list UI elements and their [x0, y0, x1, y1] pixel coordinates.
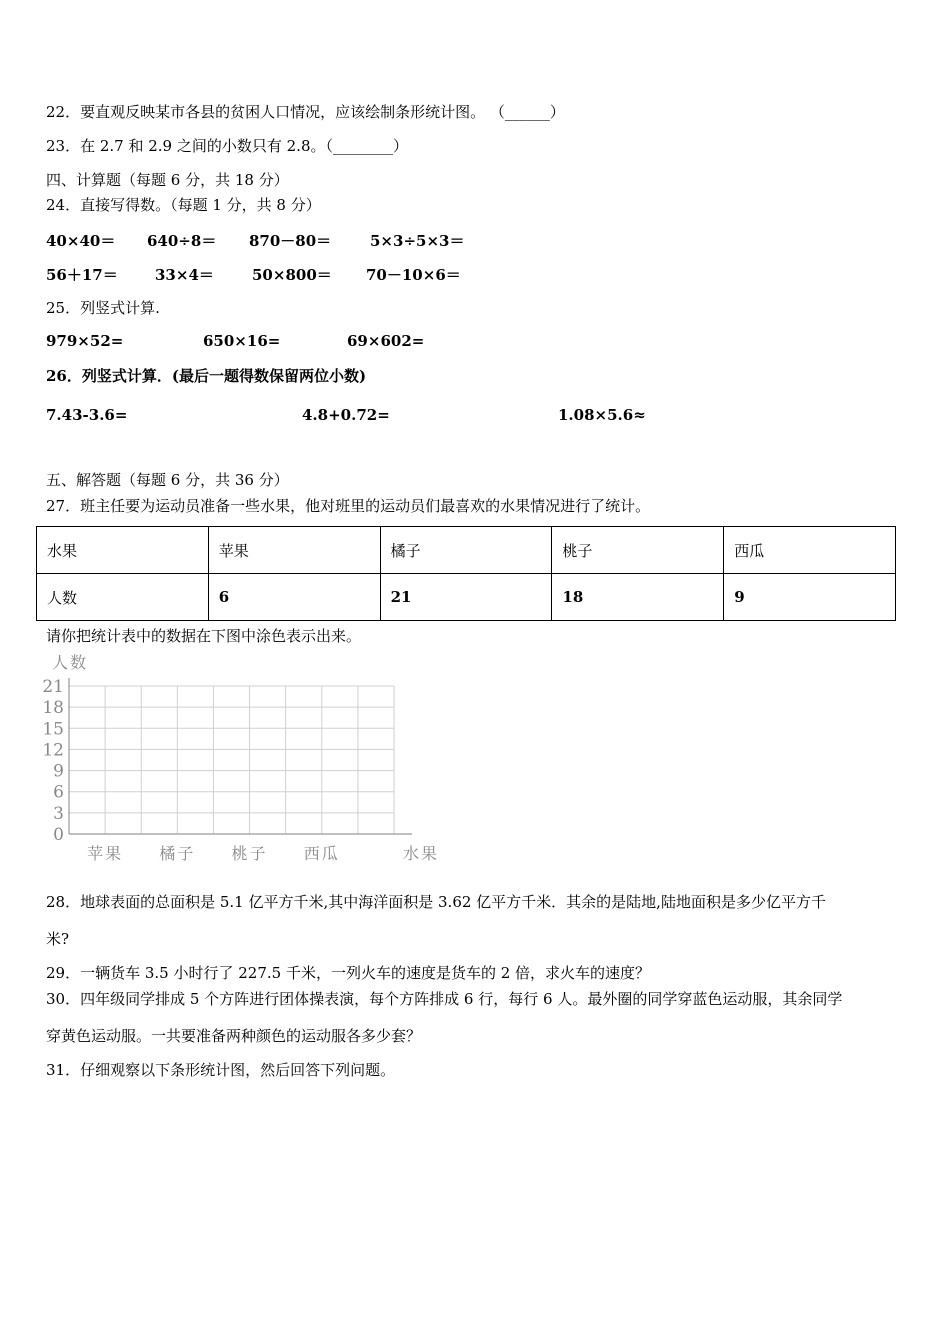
question-28-line2: 米? [46, 930, 70, 948]
question-24: 24．直接写得数。（每题 1 分，共 8 分） [46, 196, 321, 214]
question-30-line1: 30．四年级同学排成 5 个方阵进行团体操表演，每个方阵排成 6 行，每行 6 人。最外圈的同学穿蓝色运动服，其余同学 [46, 990, 843, 1008]
q24-item: 640÷8＝ [147, 232, 217, 250]
q25-item: 69×602= [347, 332, 425, 350]
question-26: 26．列竖式计算．(最后一题得数保留两位小数) [46, 367, 367, 385]
q26-item: 4.8+0.72= [302, 406, 390, 424]
question-30-line2: 穿黄色运动服。一共要准备两种颜色的运动服各多少套？ [46, 1027, 422, 1045]
table-cell: 21 [380, 574, 552, 621]
bar-chart-grid [36, 650, 456, 872]
question-25: 25．列竖式计算. [46, 299, 160, 317]
y-tick-label: 0 [53, 825, 64, 845]
y-tick-label: 21 [42, 677, 64, 697]
section-4-title: 四、计算题（每题 6 分，共 18 分） [46, 171, 289, 189]
table-row [37, 574, 896, 621]
x-tick-label: 橘子 [159, 844, 196, 863]
q24-item: 40×40＝ [46, 232, 116, 250]
q24-item: 33×4＝ [155, 266, 214, 284]
q24-item: 5×3÷5×3＝ [370, 232, 465, 250]
question-31: 31．仔细观察以下条形统计图，然后回答下列问题。 [46, 1061, 396, 1079]
x-tick-label: 西瓜 [303, 844, 340, 863]
q25-item: 979×52= [46, 332, 124, 350]
question-27-note: 请你把统计表中的数据在下图中涂色表示出来。 [46, 627, 362, 645]
question-27: 27．班主任要为运动员准备一些水果，他对班里的运动员们最喜欢的水果情况进行了统计。 [46, 497, 651, 515]
y-tick-label: 15 [42, 719, 64, 740]
table-cell: 苹果 [208, 527, 380, 574]
table-row [37, 527, 896, 574]
q24-item: 50×800＝ [252, 266, 332, 284]
q24-item: 70－10×6＝ [366, 266, 461, 284]
table-cell: 桃子 [552, 527, 724, 574]
table-cell: 橘子 [380, 527, 552, 574]
table-cell: 9 [724, 574, 896, 621]
q24-item: 870－80＝ [249, 232, 332, 250]
x-tick-label: 桃子 [231, 844, 268, 863]
table-cell: 人数 [37, 574, 209, 621]
fruit-table [36, 526, 896, 621]
y-tick-label: 18 [42, 698, 64, 719]
x-tick-label: 苹果 [87, 844, 124, 863]
q24-item: 56＋17＝ [46, 266, 118, 284]
question-29: 29．一辆货车 3.5 小时行了 227.5 千米，一列火车的速度是货车的 2 倍，求火车的速度？ [46, 964, 651, 982]
q26-item: 1.08×5.6≈ [558, 406, 646, 424]
y-tick-label: 3 [53, 803, 64, 824]
table-cell: 18 [552, 574, 724, 621]
y-tick-label: 6 [53, 782, 64, 803]
y-axis-label: 人数 [52, 653, 89, 672]
table-cell: 6 [208, 574, 380, 621]
q25-item: 650×16= [203, 332, 281, 350]
question-28-line1: 28．地球表面的总面积是 5.1 亿平方千米,其中海洋面积是 3.62 亿平方千米．其余的是陆地,陆地面积是多少亿平方千 [46, 893, 826, 911]
table-cell: 水果 [37, 527, 209, 574]
section-5-title: 五、解答题（每题 6 分，共 36 分） [46, 471, 289, 489]
y-tick-label: 12 [42, 740, 64, 761]
q26-item: 7.43-3.6= [46, 406, 128, 424]
question-22: 22．要直观反映某市各县的贫困人口情况，应该绘制条形统计图。 （______） [46, 103, 565, 121]
y-tick-label: 9 [53, 761, 64, 782]
x-axis-label: 水果 [402, 844, 440, 863]
question-23: 23．在 2.7 和 2.9 之间的小数只有 2.8。（________） [46, 137, 408, 155]
table-cell: 西瓜 [724, 527, 896, 574]
